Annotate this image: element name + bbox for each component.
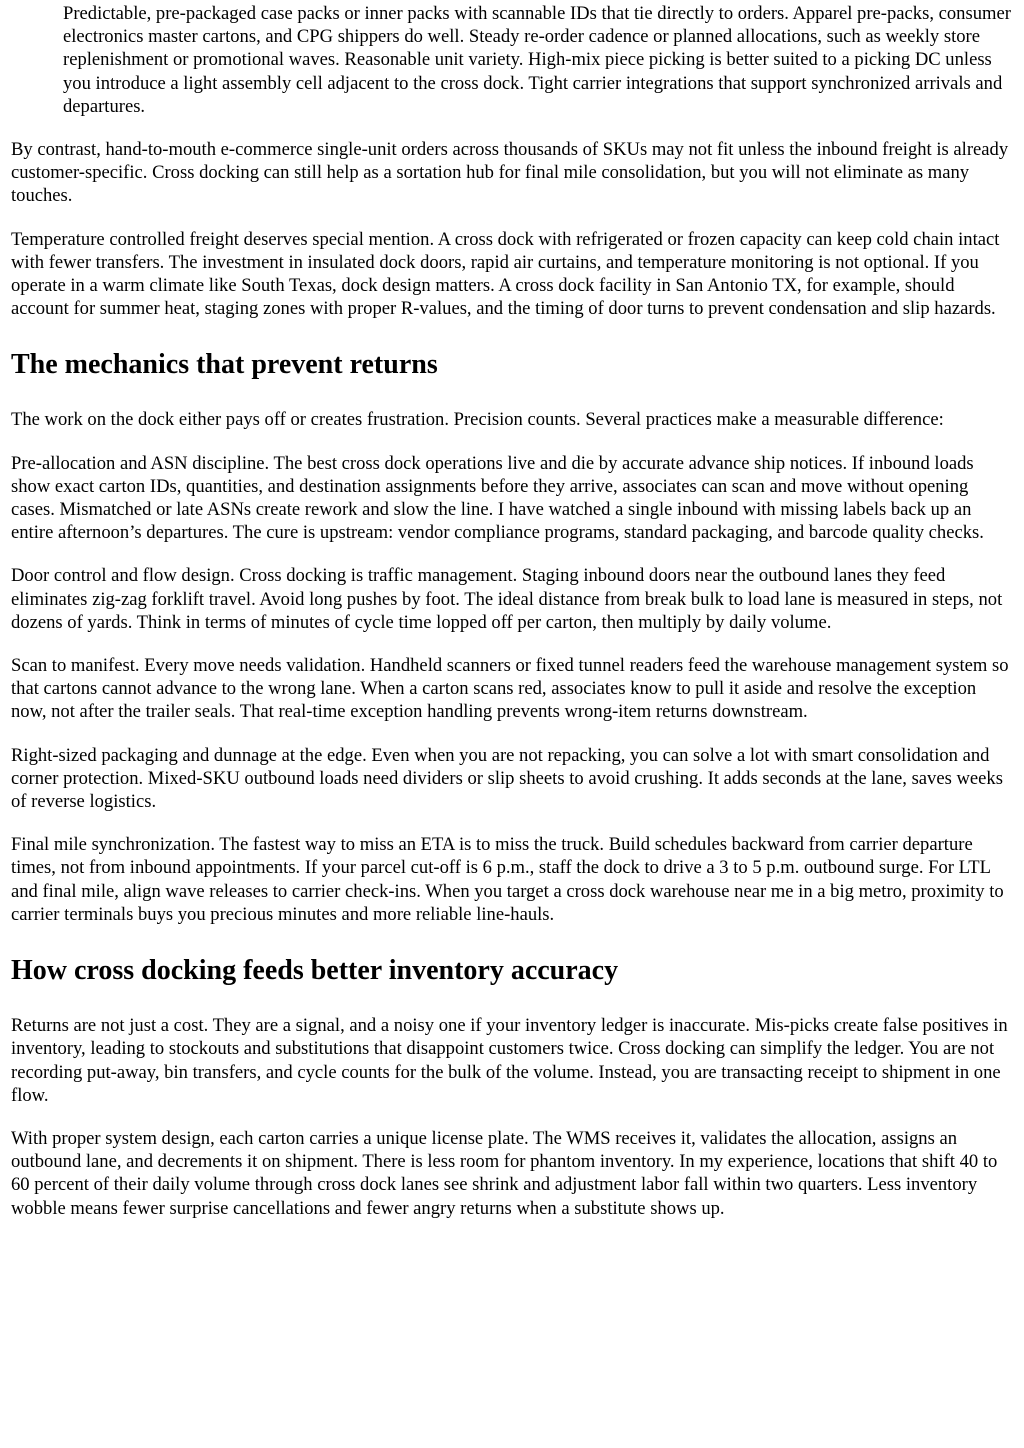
paragraph: Door control and flow design. Cross docking is traffic management. Staging inbound doors near the outbound lanes they feed eliminates zig-zag forklift travel. Avoid long pushes by foot. The ideal distance from break bulk to load lane is measured in steps, not dozens of yards. Think in terms of minutes of cycle time lopped off per carton, then multiply by daily volume.: [11, 565, 1003, 633]
paragraph: By contrast, hand-to-mouth e-commerce single-unit orders across thousands of SKUs may not fit unless the inbound freight is already customer-specific. Cross docking can still help as a sortation hub for final mile consolidation, but you will not eliminate as many touches.: [11, 139, 1009, 207]
paragraph: Right-sized packaging and dunnage at the edge. Even when you are not repacking, you can solve a lot with smart consolidation and corner protection. Mixed-SKU outbound loads need dividers or slip sheets to avoid crushing. It adds seconds at the lane, saves weeks of reverse logistics.: [11, 744, 1003, 813]
paragraph: With proper system design, each carton carries a unique license plate. The WMS receives it, validates the allocation, assigns an outbound lane, and decrements it on shipment. There is less room for phantom inventory. In my experience, locations that shift 40 to 60 percent of their daily volume through cross dock lanes see shrink and adjustment labor fall within two quarters. Less inventory wobble means fewer surprise cancellations and fewer angry returns when a substitute shows up.: [11, 1127, 998, 1219]
paragraph: Final mile synchronization. The fastest way to miss an ETA is to miss the truck. Build schedules backward from carrier departure times, not from inbound appointments. If your parcel cut-off is 6 p.m., staff the dock to drive a 3 to 5 p.m. outbound surge. For LTL and final mile, align wave releases to carrier check-ins. When you target a cross dock warehouse near me in a big metro, proximity to carrier terminals buys you precious minutes and more reliable line-hauls.: [11, 834, 1004, 925]
paragraph: Returns are not just a cost. They are a signal, and a noisy one if your inventory ledger is inaccurate. Mis-picks create false positives in inventory, leading to stockouts and substitutions that disappoint customers twice. Cross docking can simplify the ledger. You are not recording put-away, bin transfers, and cycle counts for the bulk of the volume. Instead, you are transacting receipt to shipment in one flow.: [11, 1015, 1008, 1106]
indented-paragraph: Predictable, pre-packaged case packs or inner packs with scannable IDs that tie directly to orders. Apparel pre-packs, consumer electronics master cartons, and CPG shippers do well. Steady re-order cadence or planned allocations, such as weekly store replenishment or promotional waves. Reasonable unit variety. High-mix piece picking is better suited to a picking DC unless you introduce a light assembly cell adjacent to the cross dock. Tight carrier integrations that support synchronized arrivals and departures.: [63, 3, 1011, 117]
paragraph: Temperature controlled freight deserves special mention. A cross dock with refrigerated or frozen capacity can keep cold chain intact with fewer transfers. The investment in insulated dock doors, rapid air curtains, and temperature monitoring is not optional. If you operate in a warm climate like South Texas, dock design matters. A cross dock facility in San Antonio TX, for example, should account for summer heat, staging zones with proper R-values, and the timing of door turns to prevent condensation and slip hazards.: [11, 228, 1000, 320]
section-heading: How cross docking feeds better inventory accuracy: [11, 955, 619, 987]
paragraph: Pre-allocation and ASN discipline. The best cross dock operations live and die by accurate advance ship notices. If inbound loads show exact carton IDs, quantities, and destination assignments before they arrive, associates can scan and move without opening cases. Mismatched or late ASNs create rework and slow the line. I have watched a single inbound with missing labels back up an entire afternoon’s departures. The cure is upstream: vendor compliance programs, standard packaging, and barcode quality checks.: [11, 452, 984, 544]
paragraph: Scan to manifest. Every move needs validation. Handheld scanners or fixed tunnel readers feed the warehouse management system so that cartons cannot advance to the wrong lane. When a carton scans red, associates know to pull it aside and resolve the exception now, not after the trailer seals. That real-time exception handling prevents wrong-item returns downstream.: [11, 655, 1009, 723]
section-heading: The mechanics that prevent returns: [11, 349, 438, 381]
paragraph: The work on the dock either pays off or creates frustration. Precision counts. Several practices make a measurable difference:: [11, 409, 944, 431]
